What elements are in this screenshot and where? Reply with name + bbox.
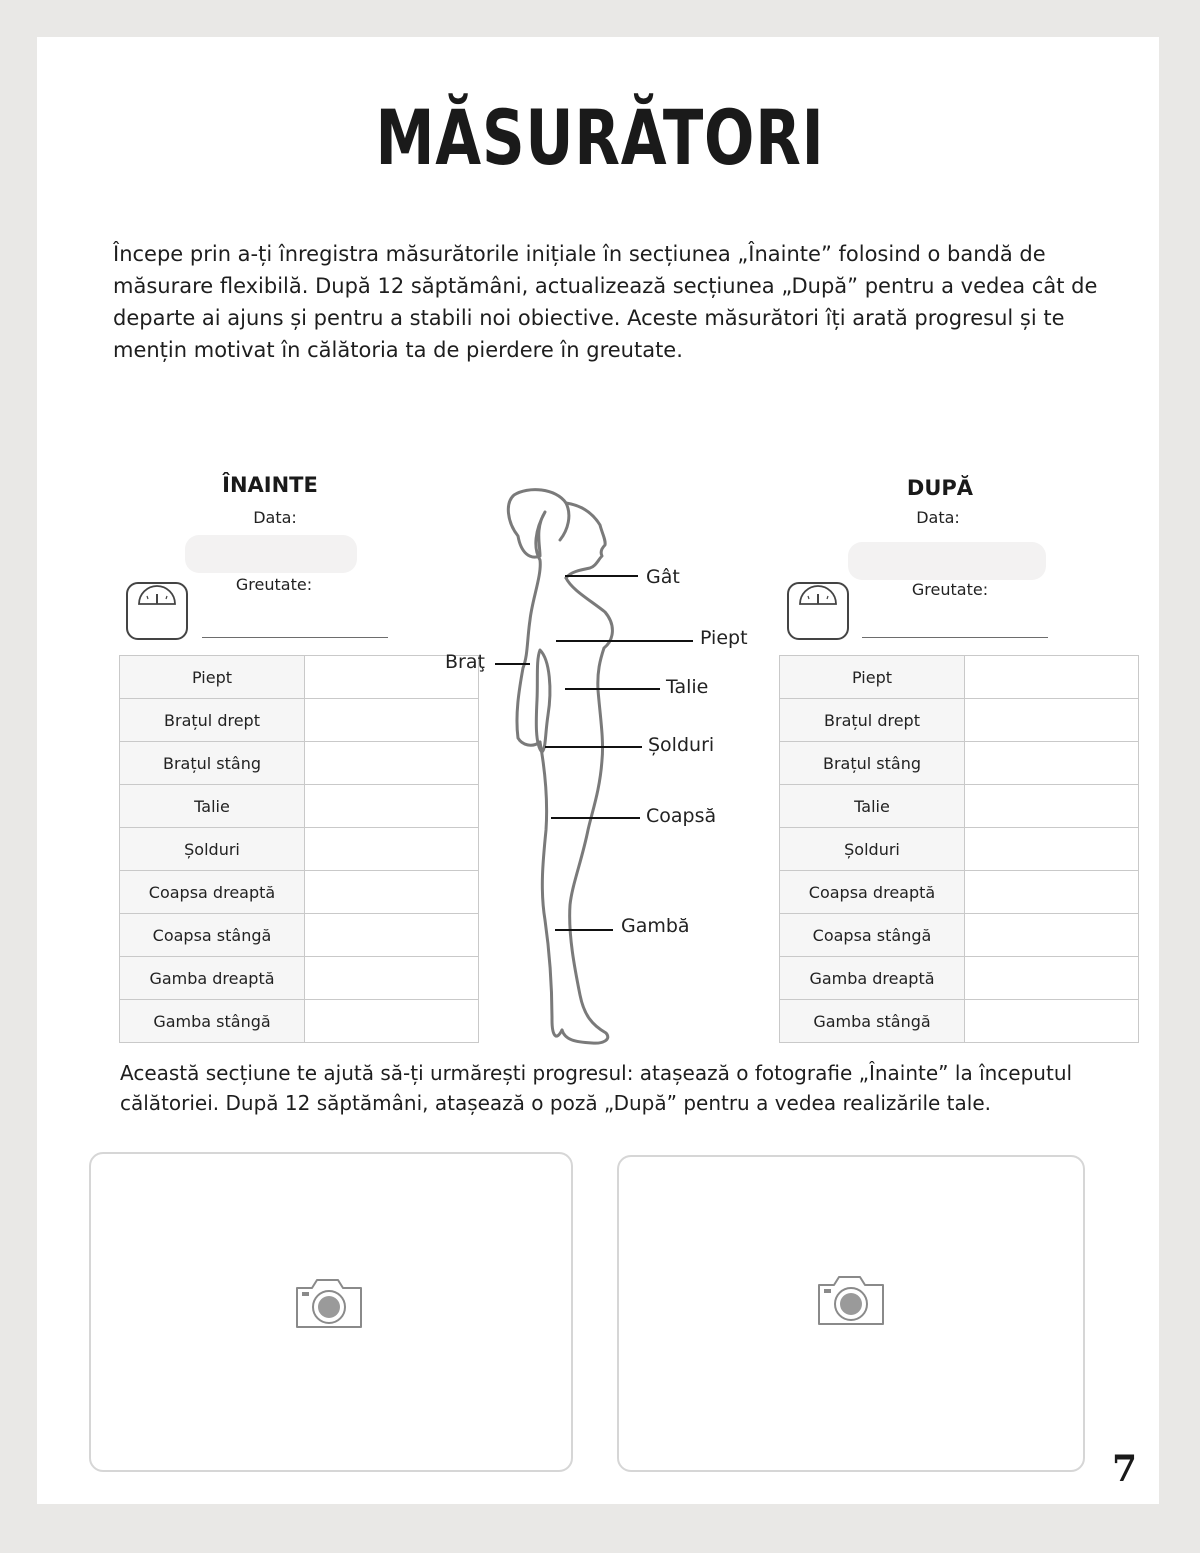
table-row: [780, 742, 1139, 785]
after-date-label: Data:: [916, 508, 960, 527]
after-value-cell[interactable]: [965, 656, 1139, 699]
body-label-hips: Șolduri: [648, 734, 715, 756]
body-silhouette-icon: [430, 480, 780, 1050]
after-date-field[interactable]: [848, 542, 1046, 580]
after-row-label: Gamba dreaptă: [780, 957, 965, 1000]
table-row: [120, 656, 479, 699]
before-row-label: Brațul drept: [120, 699, 305, 742]
table-row: [120, 871, 479, 914]
body-label-arm: Braţ: [445, 651, 485, 673]
before-heading: ÎNAINTE: [222, 473, 318, 497]
table-row: [120, 957, 479, 1000]
scale-icon: [787, 582, 849, 640]
table-row: [120, 785, 479, 828]
table-row: [120, 742, 479, 785]
before-row-label: Coapsa dreaptă: [120, 871, 305, 914]
after-row-label: Coapsa stângă: [780, 914, 965, 957]
table-row: [780, 914, 1139, 957]
after-value-cell[interactable]: [965, 914, 1139, 957]
before-row-label: Brațul stâng: [120, 742, 305, 785]
body-label-calf: Gambă: [621, 915, 690, 937]
before-measurements-table: [119, 655, 479, 1043]
after-value-cell[interactable]: [965, 742, 1139, 785]
before-photo-box[interactable]: [89, 1152, 573, 1472]
before-date-field[interactable]: [185, 535, 357, 573]
body-label-waist: Talie: [666, 676, 709, 698]
body-label-neck: Gât: [646, 566, 680, 588]
table-row: [120, 828, 479, 871]
after-value-cell[interactable]: [965, 699, 1139, 742]
before-row-label: Gamba dreaptă: [120, 957, 305, 1000]
photo-instructions: Această secțiune te ajută să-ți urmărești progresul: atașează o fotografie „Înainte” la începutul călătoriei. După 12 săptămâni, atașează o poză „După” pentru a vedea realizările tale.: [120, 1061, 1073, 1115]
after-measurements-table: [779, 655, 1139, 1043]
before-date-label: Data:: [253, 508, 297, 527]
scale-icon: [126, 582, 188, 640]
table-row: [120, 699, 479, 742]
after-row-label: Piept: [780, 656, 965, 699]
before-row-label: Șolduri: [120, 828, 305, 871]
after-value-cell[interactable]: [965, 828, 1139, 871]
camera-icon: [294, 1276, 364, 1330]
after-row-label: Brațul stâng: [780, 742, 965, 785]
table-row: [780, 785, 1139, 828]
page-number: 7: [1112, 1448, 1138, 1490]
after-row-label: Talie: [780, 785, 965, 828]
camera-icon: [816, 1273, 886, 1327]
table-row: [120, 914, 479, 957]
body-label-thigh: Coapsă: [646, 805, 717, 827]
table-row: [780, 656, 1139, 699]
table-row: [780, 1000, 1139, 1043]
after-weight-label: Greutate:: [911, 580, 989, 599]
after-photo-box[interactable]: [617, 1155, 1085, 1472]
before-row-label: Talie: [120, 785, 305, 828]
table-row: [780, 699, 1139, 742]
table-row: [780, 871, 1139, 914]
before-row-label: Gamba stângă: [120, 1000, 305, 1043]
after-row-label: Coapsa dreaptă: [780, 871, 965, 914]
page-title: MĂSURĂTORI: [375, 93, 825, 182]
intro-paragraph: Începe prin a-ți înregistra măsurătorile inițiale în secțiunea „Înainte” folosind o bandă de măsurare flexibilă. După 12 săptămâni, actualizează secțiunea „După” pentru a vedea cât de departe ai ajuns și pentru a stabili noi obiective. Aceste măsurători îți arată progresul și te mențin motivat în călătoria ta de pierdere în greutate.: [113, 242, 1098, 362]
table-row: [780, 828, 1139, 871]
after-row-label: Șolduri: [780, 828, 965, 871]
body-label-chest: Piept: [700, 627, 748, 649]
table-row: [780, 957, 1139, 1000]
before-weight-field[interactable]: [202, 637, 388, 638]
after-row-label: Gamba stângă: [780, 1000, 965, 1043]
after-row-label: Brațul drept: [780, 699, 965, 742]
before-weight-label: Greutate:: [235, 575, 313, 594]
after-weight-field[interactable]: [862, 637, 1048, 638]
after-value-cell[interactable]: [965, 1000, 1139, 1043]
after-value-cell[interactable]: [965, 785, 1139, 828]
after-value-cell[interactable]: [965, 871, 1139, 914]
before-row-label: Piept: [120, 656, 305, 699]
after-heading: DUPĂ: [906, 476, 974, 500]
before-row-label: Coapsa stângă: [120, 914, 305, 957]
after-value-cell[interactable]: [965, 957, 1139, 1000]
table-row: [120, 1000, 479, 1043]
